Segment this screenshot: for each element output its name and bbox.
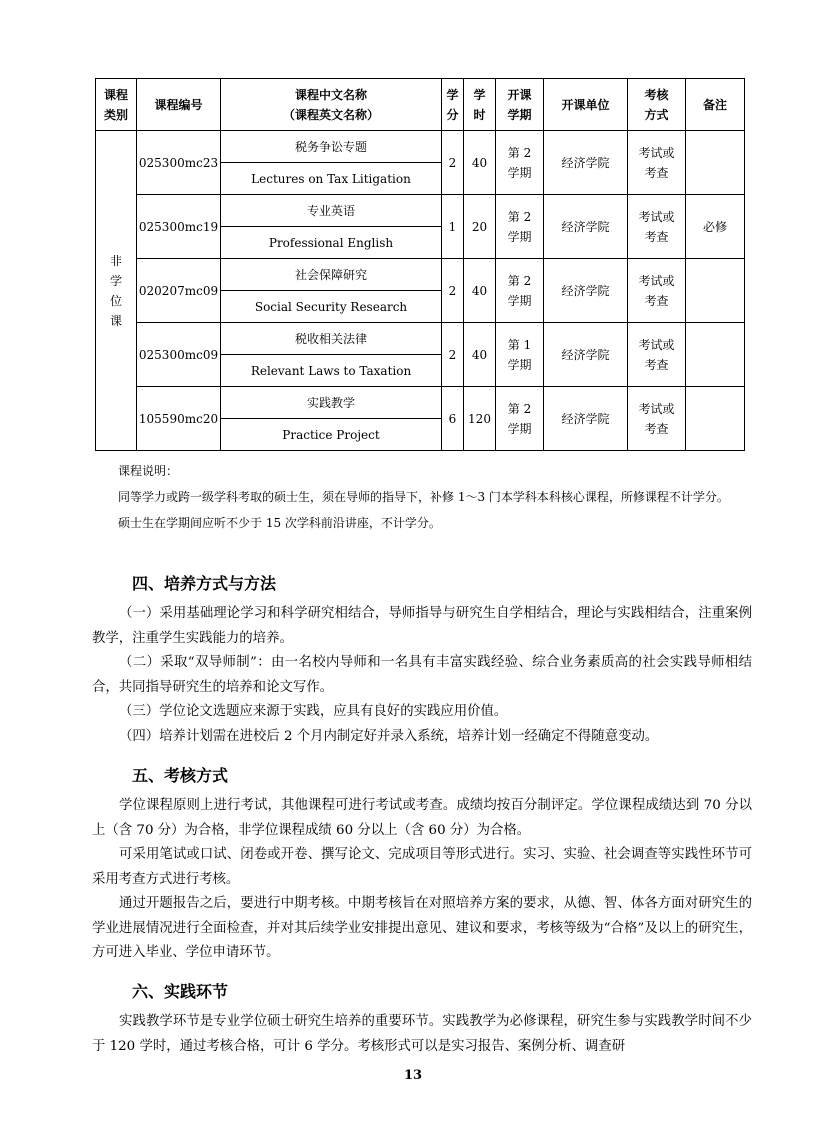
- paragraph: （三）学位论文选题应来源于实践，应具有良好的实践应用价值。: [119, 704, 508, 719]
- course-credits: 6: [442, 387, 464, 451]
- header-code: 课程编号: [137, 79, 221, 131]
- course-code: 020207mc09: [137, 259, 221, 323]
- paragraph: （一）采用基础理论学习和科学研究相结合，导师指导与研究生自学相结合，理论与实践相结合，注重案例教学，注重学生实践能力的培养。: [92, 606, 752, 646]
- course-name-en: Social Security Research: [221, 291, 442, 323]
- section-title: 六、实践环节: [132, 982, 229, 1001]
- notes-item: 硕士生在学期间应听不少于 15 次学科前沿讲座，不计学分。: [118, 516, 441, 530]
- course-unit: 经济学院: [544, 131, 628, 195]
- course-hours: 40: [464, 323, 496, 387]
- course-credits: 2: [442, 323, 464, 387]
- category-cell: 非 学 位 课: [96, 131, 137, 451]
- table-row: [96, 387, 745, 419]
- header-hours: 学 时: [464, 79, 496, 131]
- notes-item: 同等学力或跨一级学科考取的硕士生，须在导师的指导下，补修 1～3 门本学科本科核心课程，所修课程不计学分。: [118, 490, 729, 504]
- paragraph: 通过开题报告之后，要进行中期考核。中期考核旨在对照培养方案的要求，从德、智、体各方面对研究生的学业进展情况进行全面检查，并对其后续学业安排提出意见、建议和要求，考核等级为“合格”及以上的研究生，方可进入毕业、学位申请环节。: [92, 896, 752, 960]
- section-title: 五、考核方式: [132, 766, 229, 785]
- section-title: 四、培养方式与方法: [132, 574, 277, 593]
- course-assessment: 考试或 考查: [628, 131, 686, 195]
- paragraph: （四）培养计划需在进校后 2 个月内制定好并录入系统，培养计划一经确定不得随意变动。: [119, 728, 659, 744]
- course-assessment: 考试或 考查: [628, 323, 686, 387]
- paragraph: 学位课程原则上进行考试，其他课程可进行考试或考查。成绩均按百分制评定。学位课程成绩达到 70 分以上（含 70 分）为合格，非学位课程成绩 60 分以上（含 60 分）为合格。: [92, 798, 752, 838]
- header-assessment: 考核 方式: [628, 79, 686, 131]
- page-number: 13: [403, 1068, 423, 1083]
- course-code: 025300mc19: [137, 195, 221, 259]
- course-hours: 40: [464, 259, 496, 323]
- course-unit: 经济学院: [544, 195, 628, 259]
- course-term: 第 2 学期: [496, 387, 544, 451]
- course-code: 025300mc23: [137, 131, 221, 195]
- course-unit: 经济学院: [544, 259, 628, 323]
- course-remark: [686, 131, 745, 195]
- course-name-en: Relevant Laws to Taxation: [221, 355, 442, 387]
- course-name-cn: 税收相关法律: [221, 323, 442, 355]
- section-practice: [92, 978, 752, 1059]
- section-training-methods: [92, 570, 752, 749]
- course-hours: 40: [464, 131, 496, 195]
- table-row: [96, 131, 745, 163]
- table-row: [96, 195, 745, 227]
- header-remark: 备注: [686, 79, 745, 131]
- course-remark: [686, 323, 745, 387]
- course-assessment: 考试或 考查: [628, 387, 686, 451]
- course-remark: [686, 259, 745, 323]
- course-name-cn: 税务争讼专题: [221, 131, 442, 163]
- course-hours: 20: [464, 195, 496, 259]
- course-term: 第 1 学期: [496, 323, 544, 387]
- paragraph: （二）采取“双导师制”：由一名校内导师和一名具有丰富实践经验、综合业务素质高的社会实践导师相结合，共同指导研究生的培养和论文写作。: [92, 655, 752, 695]
- course-hours: 120: [464, 387, 496, 451]
- course-remark: 必修: [686, 195, 745, 259]
- table-row: [96, 323, 745, 355]
- course-term: 第 2 学期: [496, 195, 544, 259]
- course-code: 025300mc09: [137, 323, 221, 387]
- header-term: 开课 学期: [496, 79, 544, 131]
- course-credits: 2: [442, 259, 464, 323]
- notes-heading: 课程说明：: [118, 464, 179, 478]
- section-assessment: [92, 762, 752, 966]
- course-assessment: 考试或 考查: [628, 259, 686, 323]
- course-name-cn: 实践教学: [221, 387, 442, 419]
- paragraph: 可采用笔试或口试、闭卷或开卷、撰写论文、完成项目等形式进行。实习、实验、社会调查等实践性环节可采用考查方式进行考核。: [92, 847, 752, 887]
- course-name-en: Lectures on Tax Litigation: [221, 163, 442, 195]
- course-term: 第 2 学期: [496, 131, 544, 195]
- course-assessment: 考试或 考查: [628, 195, 686, 259]
- paragraph: 实践教学环节是专业学位硕士研究生培养的重要环节。实践教学为必修课程，研究生参与实践教学时间不少于 120 学时，通过考核合格，可计 6 学分。考核形式可以是实习报告、案例分析、调查研: [92, 1014, 752, 1054]
- course-credits: 1: [442, 195, 464, 259]
- course-name-cn: 社会保障研究: [221, 259, 442, 291]
- course-name-en: Practice Project: [221, 419, 442, 451]
- course-credits: 2: [442, 131, 464, 195]
- course-name-en: Professional English: [221, 227, 442, 259]
- course-unit: 经济学院: [544, 387, 628, 451]
- course-remark: [686, 387, 745, 451]
- table-header-row: [96, 79, 745, 131]
- course-notes: [118, 458, 729, 536]
- course-table: [95, 78, 745, 451]
- header-credits: 学 分: [442, 79, 464, 131]
- course-name-cn: 专业英语: [221, 195, 442, 227]
- course-term: 第 2 学期: [496, 259, 544, 323]
- course-code: 105590mc20: [137, 387, 221, 451]
- header-unit: 开课单位: [544, 79, 628, 131]
- table-row: [96, 259, 745, 291]
- header-name: 课程中文名称 （课程英文名称）: [221, 79, 442, 131]
- course-unit: 经济学院: [544, 323, 628, 387]
- header-category: 课程 类别: [96, 79, 137, 131]
